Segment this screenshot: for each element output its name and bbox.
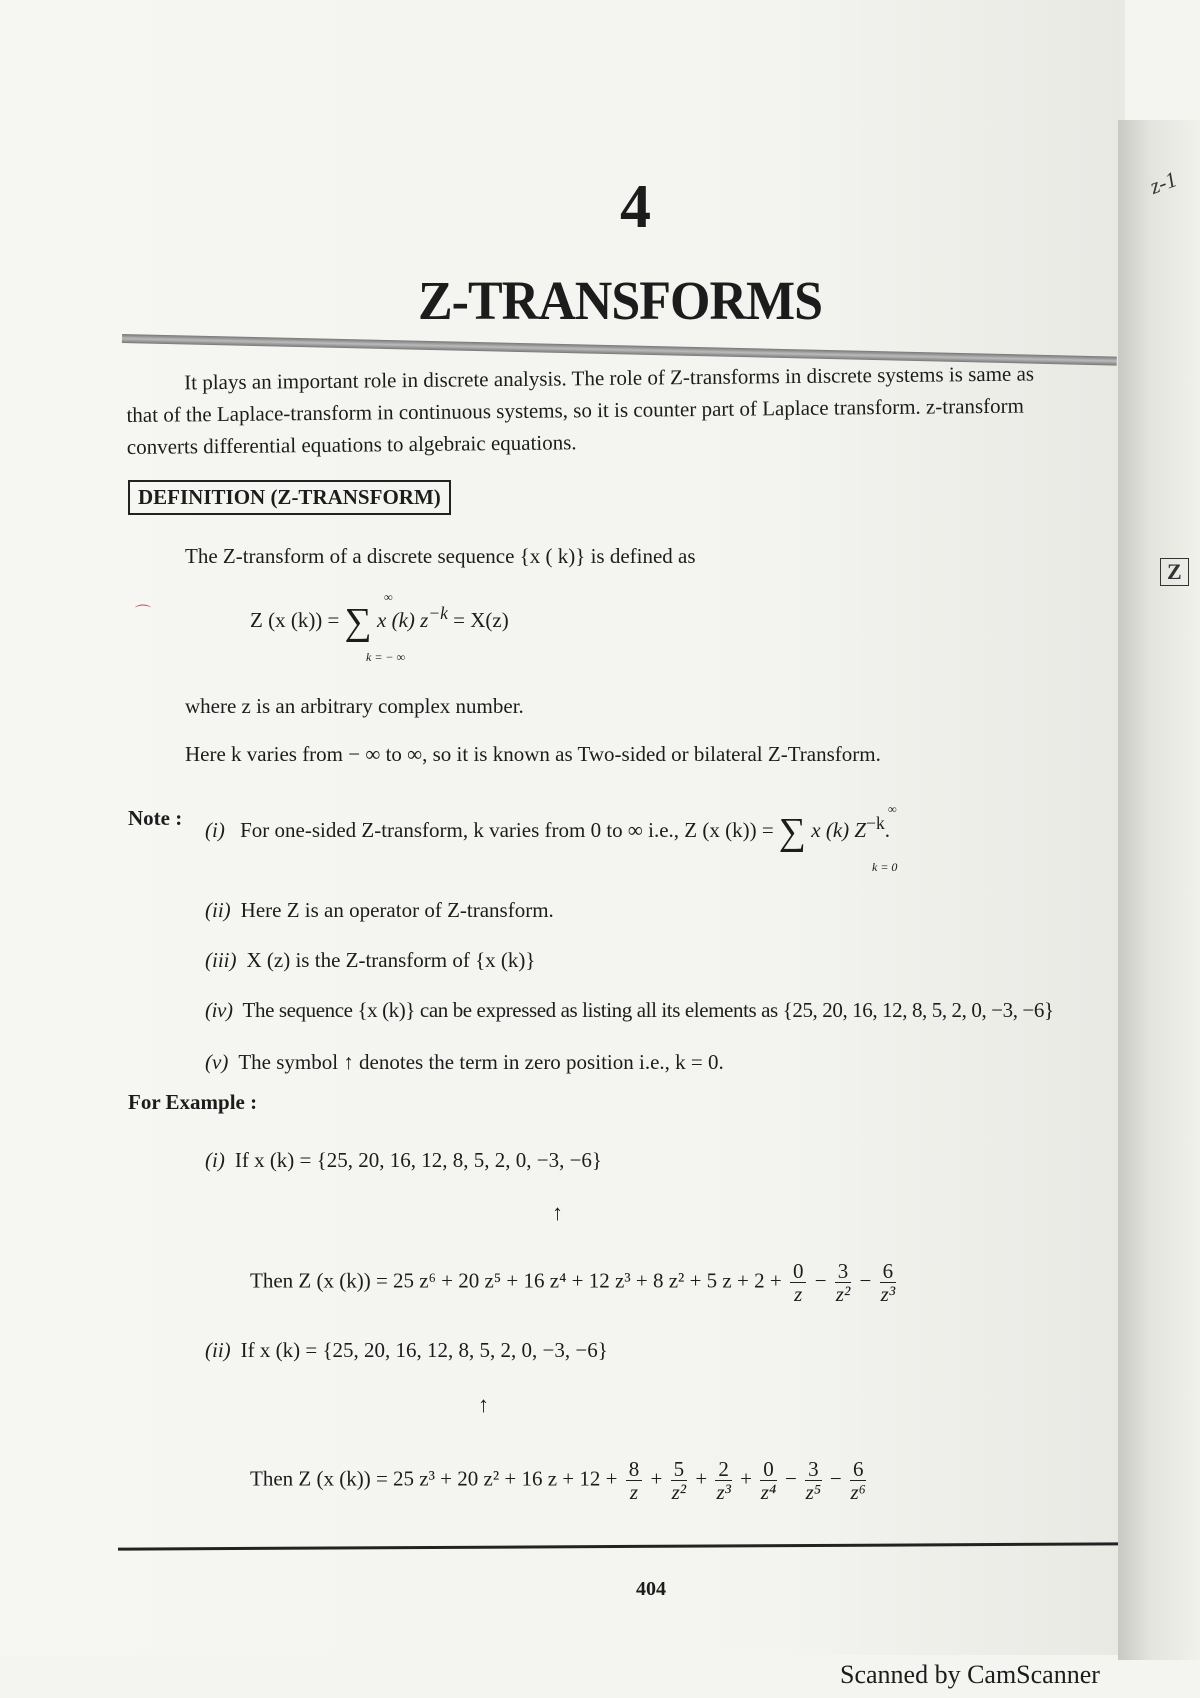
fraction [850, 1458, 867, 1503]
note-item-num: (v) [205, 1050, 229, 1074]
fraction-num: 2 [715, 1458, 732, 1481]
here-text: Here k varies from − ∞ to ∞, so it is known as Two-sided or bilateral Z-Transform. [185, 742, 881, 766]
minus-sign: − [829, 1466, 842, 1491]
fraction-num: 3 [805, 1458, 822, 1481]
minus-sign: − [859, 1268, 872, 1293]
example-1-sequence [205, 1148, 602, 1173]
example-seq: If x (k) = {25, 20, 16, 12, 8, 5, 2, 0, −3, −6} [240, 1338, 608, 1362]
book-spine-shadow [1118, 120, 1200, 1660]
example-2-result [250, 1458, 869, 1503]
note-sum-upper: ∞ [888, 802, 897, 816]
fraction-num: 6 [880, 1260, 897, 1283]
fraction-num: 5 [671, 1458, 688, 1481]
zero-position-arrow: ↑ [478, 1392, 489, 1417]
fraction [835, 1260, 852, 1305]
intro-line-1: It plays an important role in discrete analysis. The role of Z-transforms in discrete systems is same as [184, 361, 1035, 395]
fraction-den: z⁴ [760, 1480, 777, 1504]
minus-sign: − [785, 1466, 797, 1491]
fraction [805, 1458, 822, 1503]
fraction-den: z⁶ [850, 1480, 866, 1504]
example-num: (ii) [205, 1338, 231, 1362]
sum-lower-limit: k = − ∞ [366, 650, 406, 664]
note-item-text: X (z) is the Z-transform of {x (k)} [246, 948, 536, 972]
sigma-symbol: ∑ [778, 811, 807, 853]
chapter-title: Z-TRANSFORMS [418, 271, 823, 332]
plus-sign: + [695, 1466, 708, 1491]
note-item-5 [205, 1050, 724, 1075]
fraction-den: z⁵ [805, 1480, 822, 1504]
example-1-result [250, 1260, 899, 1305]
note-item-1 [205, 810, 890, 854]
intro-line-3: converts differential equations to algebraic equations. [126, 430, 577, 459]
note-item-tail: x (k) Z [811, 817, 867, 842]
fraction-den: z [629, 1480, 639, 1504]
intro-line-2: that of the Laplace-transform in continuous systems, so it is counter part of Laplace transform. z-transform [126, 393, 1025, 427]
chapter-number: 4 [620, 173, 651, 241]
definition-heading: DEFINITION (Z-TRANSFORM) [128, 480, 451, 515]
zero-position-arrow: ↑ [552, 1200, 563, 1225]
fraction-num: 6 [850, 1458, 867, 1481]
page-number: 404 [636, 1578, 666, 1600]
sigma-symbol: ∑ [344, 601, 372, 643]
pen-mark: ⌒ [135, 605, 152, 622]
fraction [715, 1458, 732, 1503]
intro-paragraph [126, 357, 1107, 463]
fraction-num: 0 [790, 1260, 807, 1283]
formula-body: x (k) z [377, 607, 429, 632]
fraction-den: z² [835, 1282, 851, 1306]
note-item-text: The symbol ↑ denotes the term in zero position i.e., k = 0. [238, 1050, 724, 1074]
sum-upper-limit: ∞ [384, 590, 393, 604]
result-text: Then Z (x (k)) = 25 z⁶ + 20 z⁵ + 16 z⁴ + 12 z³ + 8 z² + 5 z + 2 + [250, 1268, 782, 1293]
fraction-den: z² [671, 1480, 687, 1504]
fraction [880, 1260, 897, 1305]
definition-text: The Z-transform of a discrete sequence {x ( k)} is defined as [185, 544, 696, 568]
note-item-text: The sequence {x (k)} can be expressed as listing all its elements as {25, 20, 16, 12, 8, 5, 2, 0, −3, −6} [242, 998, 1054, 1022]
fraction-den: z³ [880, 1282, 896, 1306]
note-item-3 [205, 948, 536, 973]
note-label: Note : [128, 806, 183, 830]
plus-sign: + [650, 1466, 663, 1491]
note-item-num: (iii) [205, 948, 237, 972]
fraction-num: 8 [626, 1458, 643, 1481]
margin-box-letter: Z [1160, 558, 1189, 586]
fraction [626, 1458, 643, 1503]
example-num: (i) [205, 1148, 225, 1172]
where-text: where z is an arbitrary complex number. [185, 694, 524, 718]
example-2-sequence [205, 1338, 608, 1363]
note-item-text: Here Z is an operator of Z-transform. [240, 898, 554, 922]
fraction-den: z [794, 1282, 803, 1306]
fraction-den: z³ [716, 1480, 731, 1504]
result-text: Then Z (x (k)) = 25 z³ + 20 z² + 16 z + 12 + [250, 1466, 618, 1491]
note-item-4 [205, 998, 1054, 1023]
minus-sign: − [814, 1268, 827, 1293]
note-item-2 [205, 898, 554, 923]
fraction [790, 1260, 807, 1305]
formula-exponent: −k [428, 602, 448, 623]
fraction-num: 3 [835, 1260, 852, 1283]
bilateral-formula [250, 600, 509, 644]
note-item-num: (iv) [205, 998, 233, 1022]
note-item-text: For one-sided Z-transform, k varies from 0 to ∞ i.e., Z (x (k)) = [240, 817, 774, 842]
example-label: For Example : [128, 1090, 258, 1114]
margin-page-ref: z-1 [1146, 166, 1181, 199]
note-sum-lower: k = 0 [872, 860, 898, 874]
formula-rhs: = X(z) [453, 607, 509, 632]
note-item-exp: −k [866, 812, 885, 833]
example-seq: If x (k) = {25, 20, 16, 12, 8, 5, 2, 0, −3, −6} [234, 1148, 602, 1172]
note-item-end: . [884, 817, 890, 842]
fraction [760, 1458, 777, 1503]
note-item-num: (i) [205, 817, 225, 842]
fraction-num: 0 [760, 1458, 777, 1481]
fraction [671, 1458, 688, 1503]
formula-lhs: Z (x (k)) = [250, 607, 340, 632]
plus-sign: + [740, 1466, 753, 1491]
note-item-num: (ii) [205, 898, 231, 922]
scanner-watermark: Scanned by CamScanner [840, 1660, 1100, 1689]
